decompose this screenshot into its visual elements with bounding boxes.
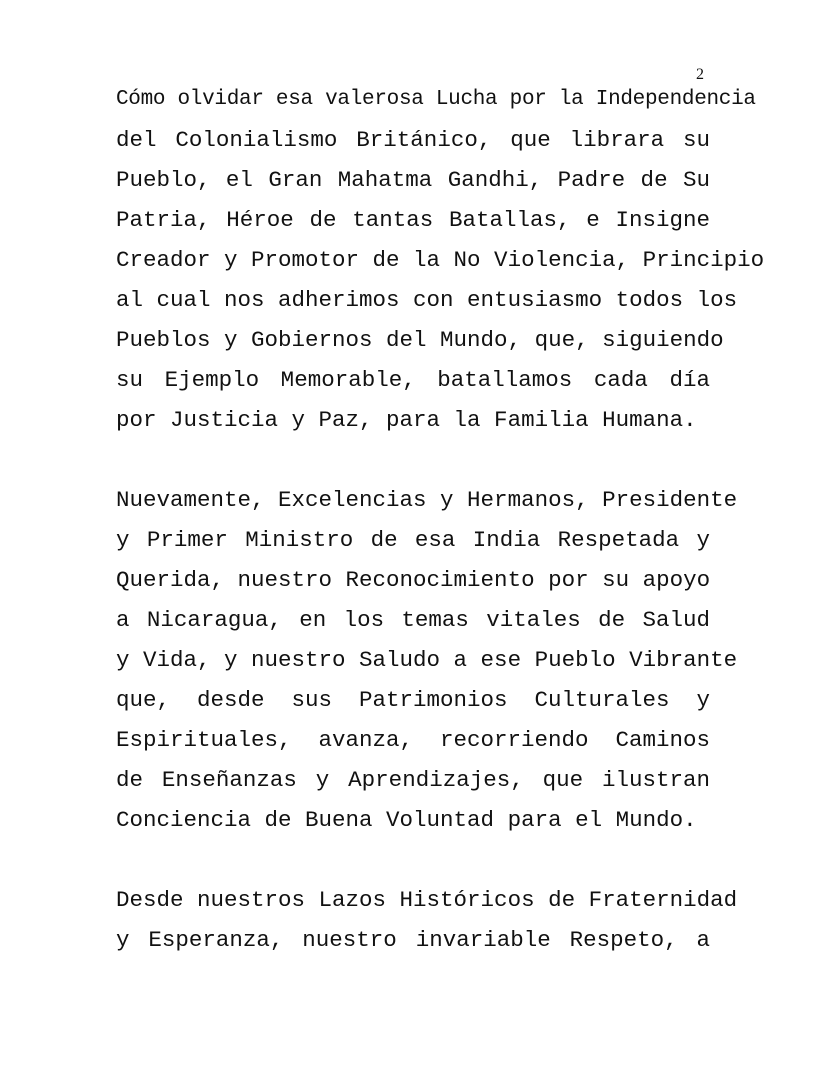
text-line: Querida, nuestro Reconocimiento por su apoyo	[116, 567, 711, 593]
text-line: Desde nuestros Lazos Históricos de Fraternidad	[116, 887, 738, 913]
text-line: Espirituales, avanza, recorriendo Caminos	[116, 727, 710, 753]
text-line: y Esperanza, nuestro invariable Respeto, a	[116, 927, 710, 953]
text-line: y Primer Ministro de esa India Respetada y	[116, 527, 710, 553]
paragraph-historic-ties	[116, 880, 738, 960]
text-line: de Enseñanzas y Aprendizajes, que ilustran	[116, 767, 710, 793]
paragraph-recognition	[116, 480, 738, 840]
text-line: y Vida, y nuestro Saludo a ese Pueblo Vibrante	[116, 647, 738, 673]
paragraph-gandhi	[116, 80, 765, 440]
text-line: su Ejemplo Memorable, batallamos cada día	[116, 367, 710, 393]
text-line: Pueblos y Gobiernos del Mundo, que, siguiendo	[116, 327, 724, 353]
page-number: 2	[696, 66, 704, 83]
text-line: Patria, Héroe de tantas Batallas, e Insigne	[116, 207, 710, 233]
text-line: que, desde sus Patrimonios Culturales y	[116, 687, 710, 713]
text-line: Cómo olvidar esa valerosa Lucha por la Independencia	[116, 88, 756, 111]
text-line: al cual nos adherimos con entusiasmo todos los	[116, 287, 738, 313]
text-line: por Justicia y Paz, para la Familia Humana.	[116, 407, 697, 433]
text-line: Pueblo, el Gran Mahatma Gandhi, Padre de Su	[116, 167, 710, 193]
text-line: Conciencia de Buena Voluntad para el Mundo.	[116, 807, 697, 833]
text-line: a Nicaragua, en los temas vitales de Salud	[116, 607, 710, 633]
text-line: Nuevamente, Excelencias y Hermanos, Presidente	[116, 487, 738, 513]
text-line: Creador y Promotor de la No Violencia, Principio	[116, 247, 765, 273]
text-line: del Colonialismo Británico, que librara su	[116, 127, 710, 153]
